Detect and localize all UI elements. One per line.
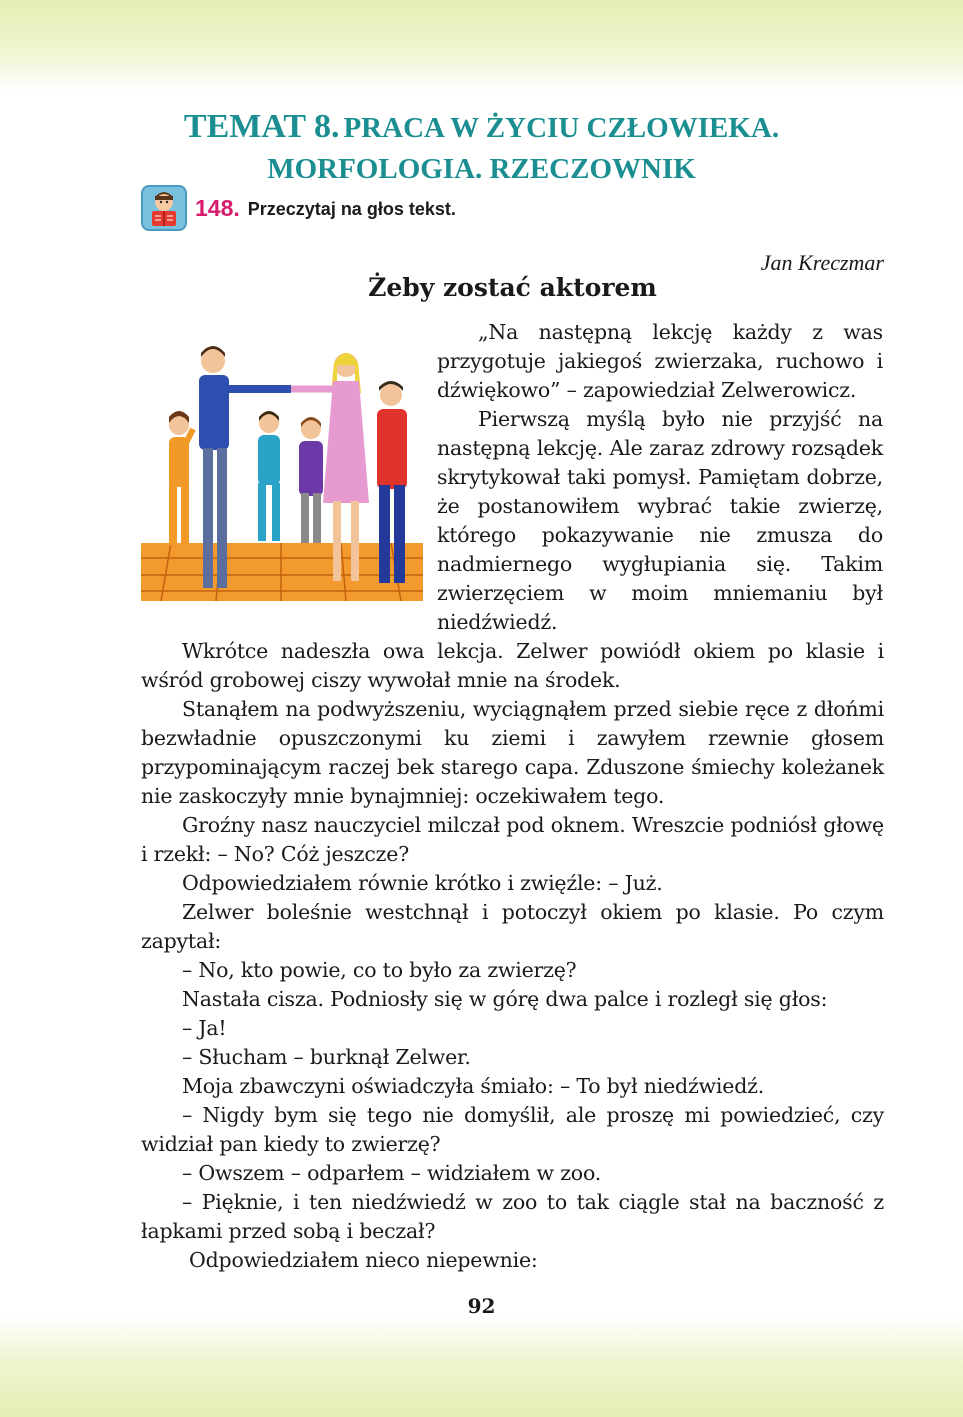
bottom-decorative-band <box>0 1317 963 1417</box>
dialogue-line: – Pięknie, i ten niedźwiedź w zoo to tak ciągle stał na baczność z łapkami przed sobą i beczał? <box>141 1190 884 1243</box>
top-decorative-band <box>0 0 963 92</box>
reading-child-icon <box>141 185 187 231</box>
story-right-column <box>437 318 883 637</box>
task-instruction: Przeczytaj na głos tekst. <box>247 199 456 219</box>
page-number: 92 <box>467 1294 496 1318</box>
dialogue-line: – Nigdy bym się tego nie domyślił, ale proszę mi powiedzieć, czy widział pan kiedy to zwierzę? <box>141 1103 884 1156</box>
story-paragraph: Odpowiedziałem równie krótko i zwięźle: – Już. <box>182 871 663 895</box>
chapter-title <box>0 108 963 188</box>
task-number: 148. <box>195 194 240 221</box>
story-paragraph: Moja zbawczyni oświadczyła śmiało: – To był niedźwiedź. <box>182 1074 765 1098</box>
dialogue-line: – Owszem – odparłem – widziałem w zoo. <box>182 1161 602 1185</box>
story-paragraph: „Na następną lekcję każdy z was przygotuje jakiegoś zwierzaka, ruchowo i dźwiękowo” – zapowiedział Zelwerowicz. <box>437 320 883 402</box>
dialogue-line: – Ja! <box>182 1016 227 1040</box>
story-paragraph: Wkrótce nadeszła owa lekcja. Zelwer powiódł okiem po klasie i wśród grobowej ciszy wywołał mnie na środek. <box>141 639 884 692</box>
story-main-column <box>141 637 884 1275</box>
theme-label: TEMAT 8. <box>183 108 340 145</box>
story-paragraph: Stanąłem na podwyższeniu, wyciągnąłem przed siebie ręce z dłońmi bezwładnie opuszczonymi ku ziemi i zawyłem rzewnie głosem przypominającym raczej bek starego capa. Zduszone śmiechy koleżanek nie zaskoczyły mnie bynajmniej: oczekiwałem tego. <box>141 697 884 808</box>
theme-title-line1: PRACA W ŻYCIU CZŁOWIEKA. <box>343 112 780 144</box>
story-illustration <box>141 333 423 601</box>
story-paragraph: Zelwer boleśnie westchnął i potoczył okiem po klasie. Po czym zapytał: <box>141 900 884 953</box>
dialogue-line: – Słucham – burknął Zelwer. <box>182 1045 471 1069</box>
task-header <box>141 183 456 233</box>
dialogue-line: – No, kto powie, co to było za zwierzę? <box>182 958 577 982</box>
story-paragraph: Pierwszą myślą było nie przyjść na następną lekcję. Ale zaraz zdrowy rozsądek skrytykował taki pomysł. Pamiętam dobrze, że postanowiłem wybrać takie zwierzę, którego pokazywanie nie zmusza do nadmiernego wygłupiania się. Takim zwierzęciem w moim mniemaniu był niedźwiedź. <box>437 407 883 634</box>
story-paragraph: Groźny nasz nauczyciel milczał pod oknem. Wreszcie podniósł głowę i rzekł: – No? Cóż jeszcze? <box>141 813 884 866</box>
story-author: Jan Kreczmar <box>760 250 884 275</box>
story-title: Żeby zostać aktorem <box>368 273 657 302</box>
story-paragraph: Odpowiedziałem nieco niepewnie: <box>189 1248 538 1272</box>
story-paragraph: Nastała cisza. Podniosły się w górę dwa palce i rozległ się głos: <box>182 987 828 1011</box>
theme-title-line2: MORFOLOGIA. RZECZOWNIK <box>267 153 696 185</box>
